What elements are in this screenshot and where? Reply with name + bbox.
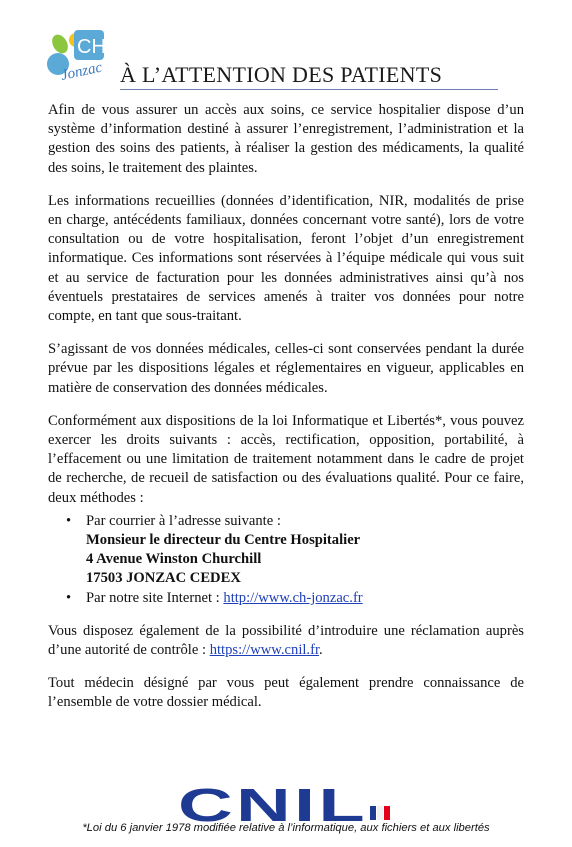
cnil-logo-text: CNIL	[178, 784, 368, 824]
cnil-website-link[interactable]: https://www.cnil.fr	[209, 642, 319, 659]
footnote: *Loi du 6 janvier 1978 modifiée relative à l’informatique, aux fichiers et aux libertés	[82, 822, 490, 834]
document-body	[48, 101, 524, 727]
address-line-3: 17503 JONZAC CEDEX	[86, 570, 241, 587]
list-item-mail	[86, 512, 524, 589]
web-label: Par notre site Internet :	[86, 589, 224, 606]
address-line-1: Monsieur le directeur du Centre Hospitalier	[86, 532, 361, 549]
paragraph-retention: S’agissant de vos données médicales, celles-ci sont conservées pendant la durée prévue par les dispositions légales et réglementaires en vigueur, applicables en matière de conservation des données médicales.	[48, 341, 524, 396]
paragraph-closing: Tout médecin désigné par vous peut également prendre connaissance de l’ensemble de votre dossier médical.	[48, 675, 524, 711]
logo-jonzac-text: Jonzac	[59, 59, 104, 84]
logo-ch-text: CH	[77, 36, 106, 58]
list-item-web	[86, 589, 524, 608]
title-underline	[120, 89, 498, 90]
paragraph-complaint	[48, 622, 524, 660]
paragraph-data-collected: Les informations recueillies (données d’identification, NIR, modalités de prise en charge, antécédents familiaux, données concernant votre santé), lors de votre consultation ou de votre hospitalisation, feront l’objet d’un enregistrement informatique. Ces informations sont réservées à l’équipe médicale qui vous suit et au service de facturation pour les données administratives ainsi qu’à nos éventuels prestataires de services amenés à traiter vos données pour notre compte, en tant que sous-traitant.	[48, 192, 524, 325]
complaint-text: Vous disposez également de la possibilité d’introduire une réclamation auprès d’une autorité de contrôle :	[48, 622, 524, 659]
ch-jonzac-website-link[interactable]: http://www.ch-jonzac.fr	[223, 589, 363, 606]
page-title: À L’ATTENTION DES PATIENTS	[120, 62, 443, 87]
methods-list	[48, 512, 524, 608]
paragraph-intro: Afin de vous assurer un accès aux soins, ce service hospitalier dispose d’un système d’information destiné à assurer l’enregistrement, l’administration et la gestion des soins des patients, à réaliser la gestion des médicaments, la qualité des soins, le traitement des plaintes.	[48, 102, 524, 176]
complaint-end: .	[319, 642, 323, 659]
address-line-2: 4 Avenue Winston Churchill	[86, 551, 262, 568]
mail-label: Par courrier à l’adresse suivante :	[86, 512, 281, 529]
ch-jonzac-logo	[46, 28, 120, 86]
paragraph-rights: Conformément aux dispositions de la loi Informatique et Libertés*, vous pouvez exercer les droits suivants : accès, rectification, opposition, portabilité, à l’effacement ou une limitation de traitement notamment dans le cadre de projet de recherche, de recueil de satisfaction ou des évaluations qualité. Pour ce faire, deux méthodes :	[48, 412, 524, 506]
cnil-logo	[176, 784, 398, 824]
